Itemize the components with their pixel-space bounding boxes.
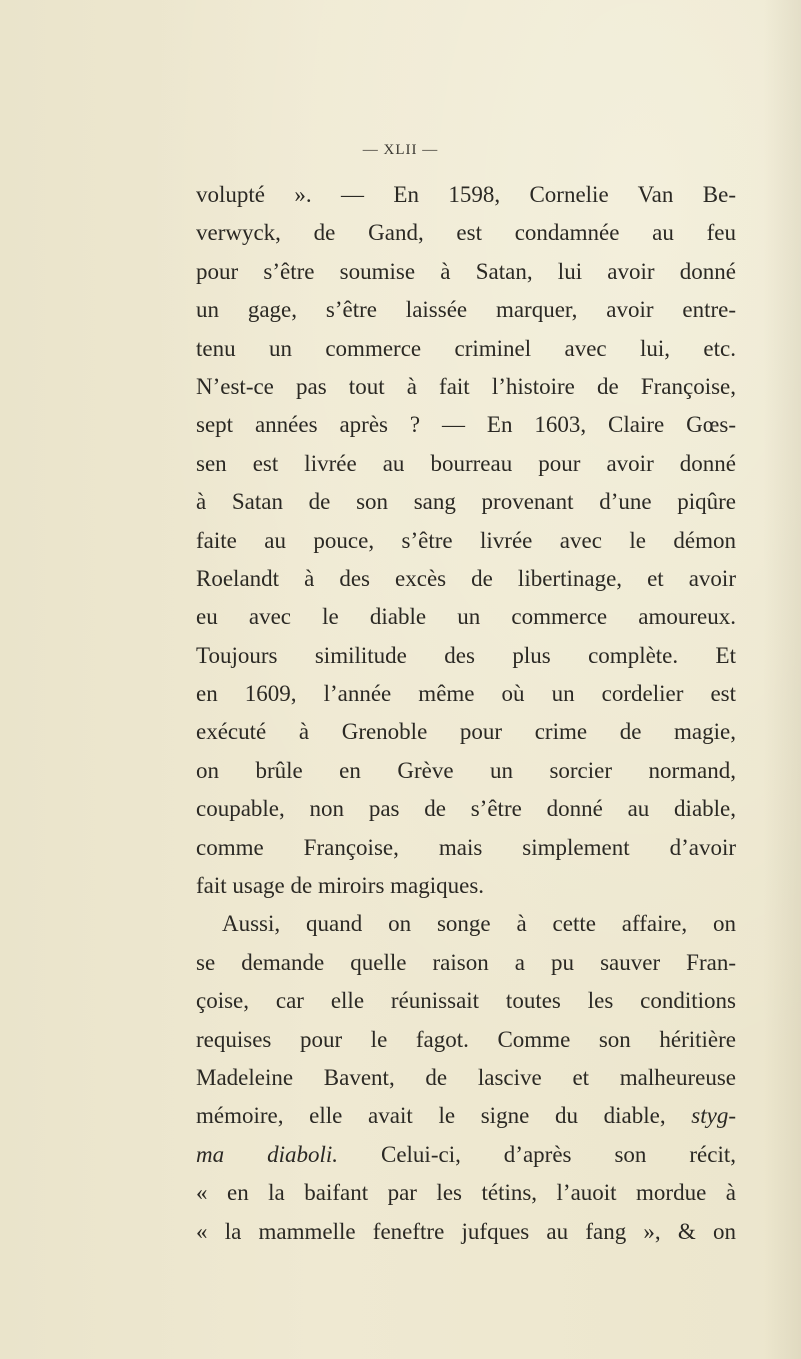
text-fragment: mémoire, elle avait le signe du diable, <box>196 1103 666 1129</box>
text-fragment: Celui-ci, d’après son récit, <box>338 1141 736 1167</box>
text-line: eu avec le diable un commerce amoureux. <box>196 604 736 630</box>
text-line: faite au pouce, s’être livrée avec le démon <box>196 527 736 553</box>
text-line: se demande quelle raison a pu sauver Fran- <box>196 949 736 975</box>
text-line: on brûle en Grève un sorcier normand, <box>196 757 736 783</box>
text-line: en 1609, l’année même où un cordelier est <box>196 681 736 707</box>
text-line: tenu un commerce criminel avec lui, etc. <box>196 335 736 361</box>
text-line: Toujours similitude des plus complète. Et <box>196 642 736 668</box>
page-edge-shadow <box>763 0 801 1359</box>
text-line: verwyck, de Gand, est condamnée au feu <box>196 220 736 246</box>
text-line: comme Françoise, mais simplement d’avoir <box>196 834 736 860</box>
italic-fragment: styg- <box>691 1103 736 1129</box>
text-line: exécuté à Grenoble pour crime de magie, <box>196 719 736 745</box>
text-line: N’est-ce pas tout à fait l’histoire de Françoise, <box>196 373 736 399</box>
page-number-header: — XLII — <box>362 142 439 158</box>
text-line: coupable, non pas de s’être donné au diable, <box>196 796 736 822</box>
text-line: volupté ». — En 1598, Cornelie Van Be- <box>196 182 736 207</box>
text-line: çoise, car elle réunissait toutes les conditions <box>196 988 736 1014</box>
text-line: « en la baifant par les tétins, l’auoit mordue à <box>196 1180 736 1206</box>
text-line: sept années après ? — En 1603, Claire Gœs- <box>196 412 736 438</box>
text-line: Roelandt à des excès de libertinage, et avoir <box>196 565 736 591</box>
text-line: sen est livrée au bourreau pour avoir donné <box>196 450 736 476</box>
text-line: Aussi, quand on songe à cette affaire, on <box>222 911 736 937</box>
italic-fragment: ma diaboli. <box>196 1141 339 1167</box>
text-line: à Satan de son sang provenant d’une piqûre <box>196 489 736 515</box>
text-line <box>196 1097 736 1135</box>
text-line: requises pour le fagot. Comme son héritière <box>196 1026 736 1052</box>
text-line: fait usage de miroirs magiques. <box>196 873 485 899</box>
text-line: « la mammelle feneftre jufques au fang », & on <box>196 1218 736 1244</box>
text-line <box>196 1136 736 1174</box>
text-line: Madeleine Bavent, de lascive et malheureuse <box>196 1064 736 1090</box>
text-line: un gage, s’être laissée marquer, avoir entre- <box>196 297 736 323</box>
body-text <box>196 176 736 1251</box>
text-line: pour s’être soumise à Satan, lui avoir donné <box>196 258 736 284</box>
